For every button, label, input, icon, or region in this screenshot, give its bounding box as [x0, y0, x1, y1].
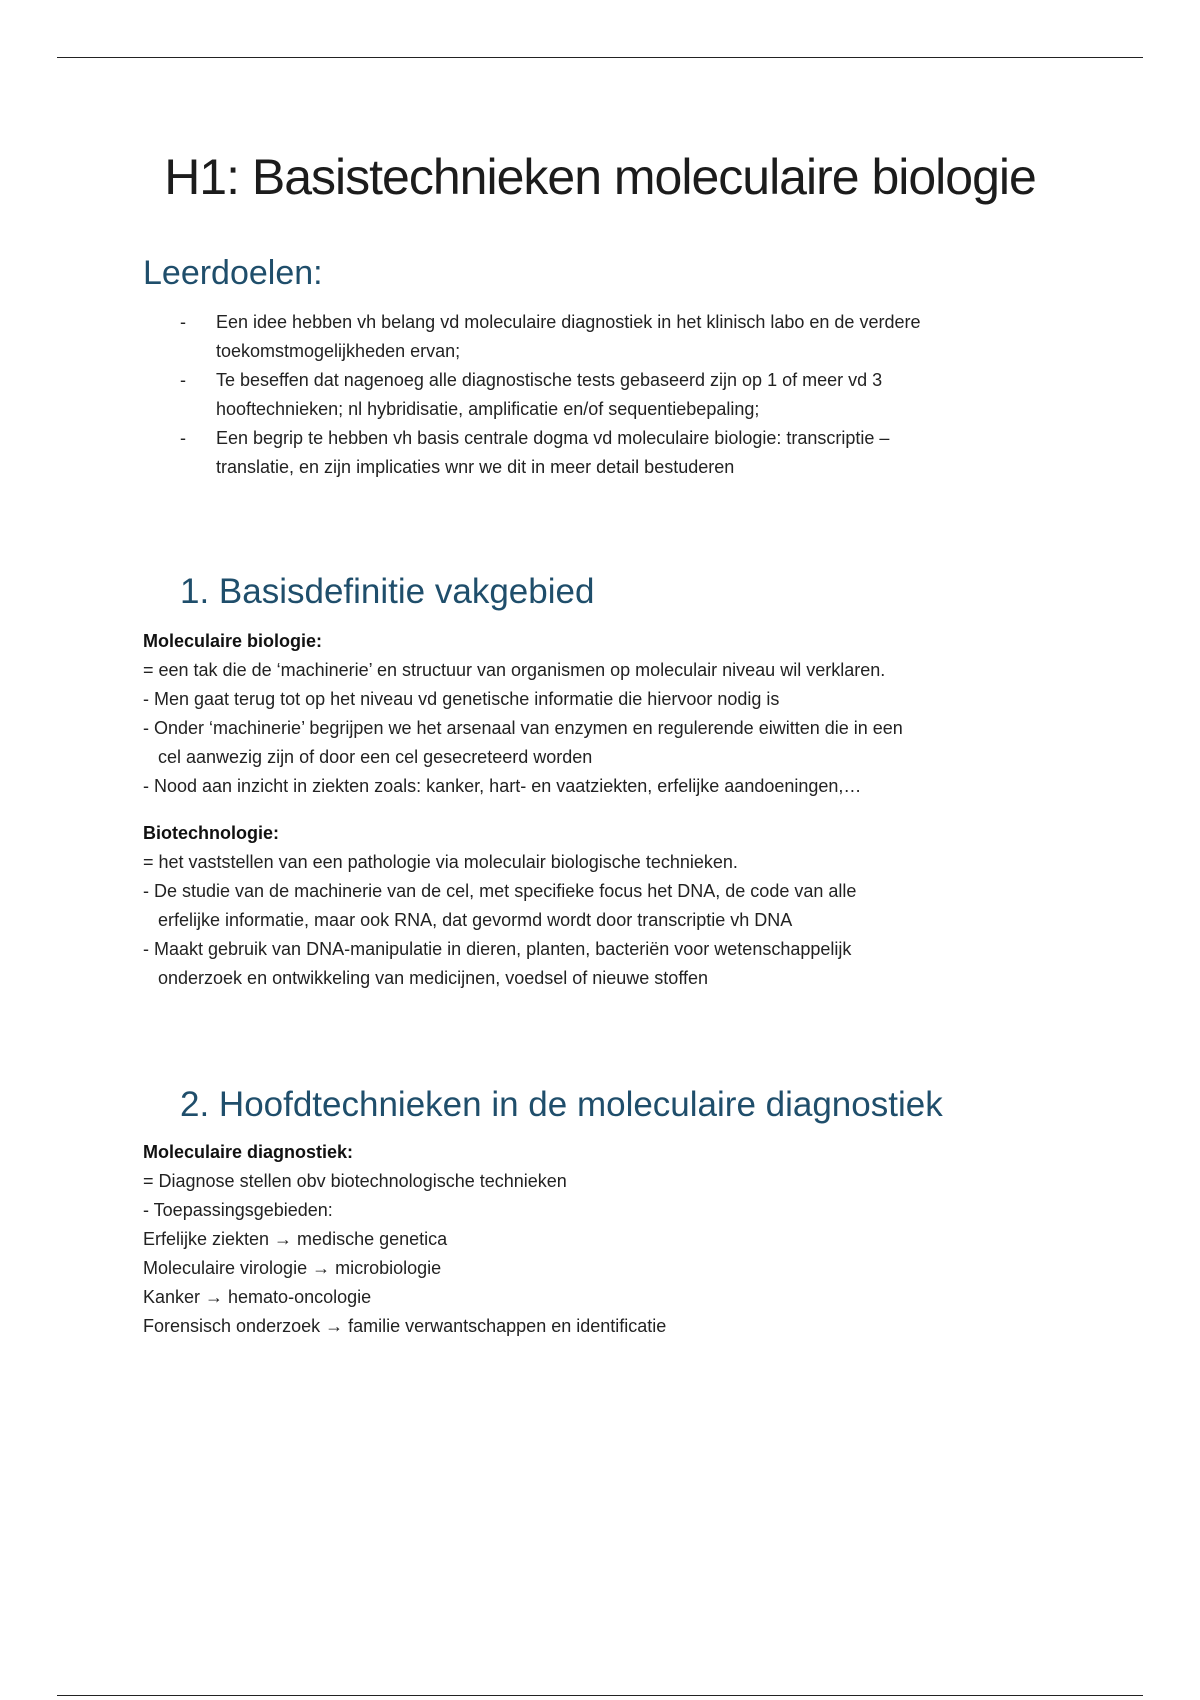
definition-line: = een tak die de ‘machinerie’ en structuur van organismen op moleculair niveau wil verklaren. — [143, 660, 886, 680]
moleculaire-diagnostiek-block — [143, 1138, 1083, 1341]
leerdoelen-heading: Leerdoelen: — [143, 254, 323, 292]
definition-line: - Maakt gebruik van DNA-manipulatie in dieren, planten, bacteriën voor wetenschappelijk — [143, 939, 852, 959]
goal-line: Te beseffen dat nagenoeg alle diagnostische tests gebaseerd zijn op 1 of meer vd 3 — [216, 370, 883, 390]
bullet-dash: - — [180, 312, 186, 332]
section-1-heading: 1. Basisdefinitie vakgebied — [180, 572, 595, 611]
definition-line: - Men gaat terug tot op het niveau vd genetische informatie die hiervoor nodig is — [143, 689, 780, 709]
top-rule — [57, 57, 1143, 58]
bullet-dash: - — [180, 370, 186, 390]
definition-line: - Nood aan inzicht in ziekten zoals: kanker, hart- en vaatziekten, erfelijke aandoeningen,… — [143, 776, 862, 796]
bottom-rule — [57, 1695, 1143, 1696]
learning-goals-list — [180, 308, 1060, 482]
definition-line: = het vaststellen van een pathologie via moleculair biologische technieken. — [143, 852, 738, 872]
definition-label: Moleculaire diagnostiek: — [143, 1142, 354, 1162]
definition-line: erfelijke informatie, maar ook RNA, dat gevormd wordt door transcriptie vh DNA — [158, 910, 793, 930]
goal-line: hooftechnieken; nl hybridisatie, amplificatie en/of sequentiebepaling; — [216, 399, 760, 419]
application-line: Moleculaire virologie → microbiologie — [143, 1258, 442, 1278]
goal-line: Een begrip te hebben vh basis centrale dogma vd moleculaire biologie: transcriptie – — [216, 428, 890, 448]
biotechnologie-block — [143, 819, 1083, 993]
definition-line: = Diagnose stellen obv biotechnologische technieken — [143, 1171, 567, 1191]
definition-line: onderzoek en ontwikkeling van medicijnen, voedsel of nieuwe stoffen — [158, 968, 709, 988]
section-2-heading: 2. Hoofdtechnieken in de moleculaire diagnostiek — [180, 1085, 943, 1124]
definition-line: - Onder ‘machinerie’ begrijpen we het arsenaal van enzymen en regulerende eiwitten die in een — [143, 718, 903, 738]
list-item — [180, 308, 1060, 366]
moleculaire-biologie-block — [143, 627, 1083, 801]
goal-line: translatie, en zijn implicaties wnr we dit in meer detail bestuderen — [216, 457, 735, 477]
goal-line: toekomstmogelijkheden ervan; — [216, 341, 461, 361]
goal-line: Een idee hebben vh belang vd moleculaire diagnostiek in het klinisch labo en de verdere — [216, 312, 921, 332]
document-title: H1: Basistechnieken moleculaire biologie — [164, 149, 1036, 205]
application-line: Kanker → hemato-oncologie — [143, 1287, 372, 1307]
application-line: Forensisch onderzoek → familie verwantschappen en identificatie — [143, 1316, 667, 1336]
definition-label: Biotechnologie: — [143, 823, 279, 843]
definition-line: - Toepassingsgebieden: — [143, 1200, 333, 1220]
bullet-dash: - — [180, 428, 186, 448]
list-item — [180, 366, 1060, 424]
definition-line: - De studie van de machinerie van de cel, met specifieke focus het DNA, de code van alle — [143, 881, 857, 901]
application-line: Erfelijke ziekten → medische genetica — [143, 1229, 448, 1249]
definition-label: Moleculaire biologie: — [143, 631, 323, 651]
list-item — [180, 424, 1060, 482]
definition-line: cel aanwezig zijn of door een cel gesecreteerd worden — [158, 747, 593, 767]
